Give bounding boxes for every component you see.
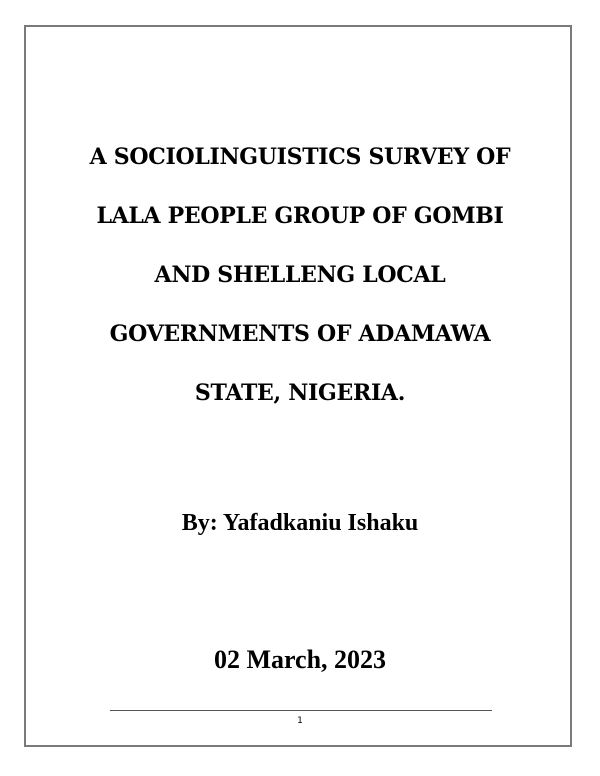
title-line-2: LALA PEOPLE GROUP OF GOMBI (96, 203, 504, 229)
author-line: By: Yafadkaniu Ishaku (181, 510, 419, 536)
title-line-3: AND SHELLENG LOCAL (154, 262, 446, 288)
title-line-4: GOVERNMENTS OF ADAMAWA (109, 321, 491, 347)
title-line-5: STATE, NIGERIA. (194, 380, 406, 406)
title-line-1: A SOCIOLINGUISTICS SURVEY OF (89, 144, 511, 170)
footer-rule (110, 710, 492, 711)
document-date: 02 March, 2023 (213, 645, 387, 674)
page-number: 1 (297, 716, 303, 726)
document-title (40, 128, 560, 423)
